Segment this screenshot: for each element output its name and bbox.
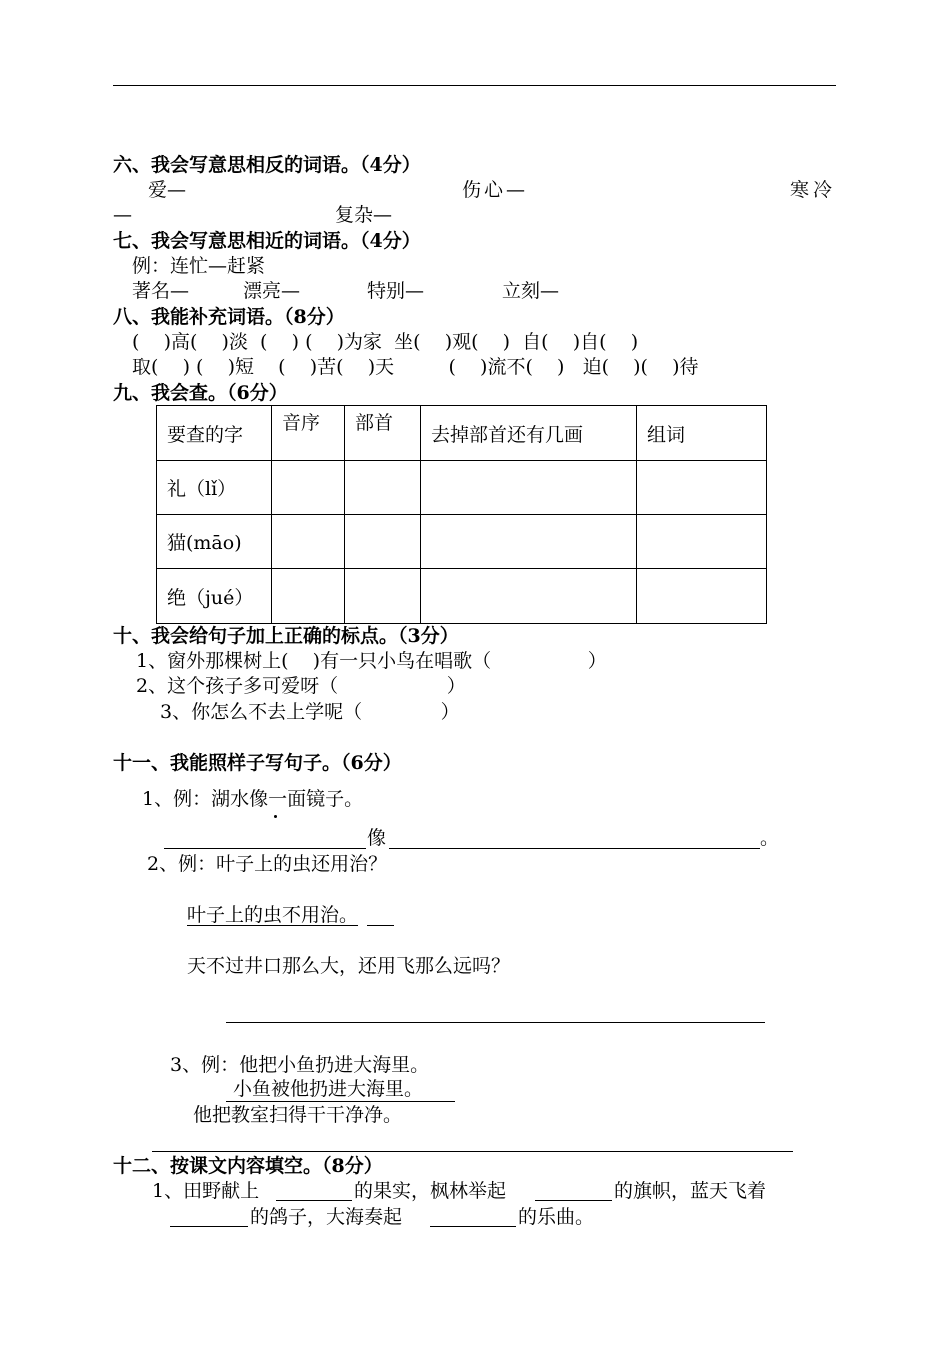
header-char: 要查的字 [157, 406, 272, 461]
lookup-table [156, 405, 767, 624]
cell-empty[interactable] [272, 515, 345, 569]
sec12-line1-c: 的旗帜，蓝天飞着 [614, 1180, 767, 1202]
table-row [157, 461, 767, 515]
row-char-mao: 猫(māo) [157, 515, 272, 569]
sec6-word-3-dash: — [113, 204, 132, 226]
sec7-word-3: 特别— [367, 280, 425, 302]
sec6-word-3: 寒冷 [790, 179, 837, 201]
sec7-word-1: 著名— [132, 280, 190, 302]
cell-empty[interactable] [637, 461, 767, 515]
sec7-word-2: 漂亮— [243, 280, 301, 302]
table-row [157, 515, 767, 569]
sec11-answer-3: 小鱼被他扔进大海里。 [233, 1078, 424, 1100]
sec11-example-2: 2、例：叶子上的虫还用治？ [147, 853, 388, 875]
section-12-title: 十二、按课文内容填空。（8分） [113, 1155, 383, 1177]
sec8-line-2: 取( ) ( )短 ( )苦( )天 ( )流不( ) 迫( )( )待 [132, 356, 699, 378]
cell-empty[interactable] [345, 515, 421, 569]
fill-blank-3[interactable] [170, 1226, 248, 1227]
sec7-word-4: 立刻— [502, 280, 560, 302]
sec12-line1-a: 1、田野献上 [152, 1180, 260, 1202]
cell-empty[interactable] [421, 569, 637, 624]
sec10-sentence-1: 1、窗外那棵树上( )有一只小鸟在唱歌（ ） [136, 650, 607, 672]
answer-line-2[interactable] [226, 1022, 765, 1023]
section-7-title: 七、我会写意思相近的词语。（4分） [113, 230, 421, 252]
answer-2-extension [367, 925, 394, 926]
cell-empty[interactable] [421, 515, 637, 569]
cell-empty[interactable] [637, 569, 767, 624]
top-rule [113, 85, 836, 86]
section-11-title: 十一、我能照样子写句子。（6分） [113, 752, 402, 774]
answer-line-3[interactable] [152, 1151, 793, 1152]
cell-empty[interactable] [272, 569, 345, 624]
sec6-word-1: 爱— [148, 179, 187, 201]
cell-empty[interactable] [345, 461, 421, 515]
cell-empty[interactable] [272, 461, 345, 515]
sec7-example: 例：连忙—赶紧 [132, 255, 266, 277]
fill-blank-2[interactable] [535, 1200, 612, 1201]
table-row [157, 569, 767, 624]
fill-blank-1[interactable] [276, 1200, 352, 1201]
emphasis-dot [274, 815, 277, 818]
sec10-sentence-3: 3、你怎么不去上学呢（ ） [160, 701, 460, 723]
header-radical: 部首 [345, 406, 421, 461]
section-8-title: 八、我能补充词语。（8分） [113, 306, 345, 328]
header-pinyin-order: 音序 [272, 406, 345, 461]
sec12-line2-a: 的鸽子，大海奏起 [250, 1206, 403, 1228]
answer-3-underline [226, 1101, 455, 1102]
sec11-question-3: 他把教室扫得干干净净。 [193, 1104, 403, 1126]
fill-blank-4[interactable] [430, 1226, 516, 1227]
sec12-line1-b: 的果实，枫林举起 [354, 1180, 507, 1202]
row-char-li: 礼（lǐ） [157, 461, 272, 515]
sec8-line-1: ( )高( )淡 ( ) ( )为家 坐( )观( ) 自( )自( ) [132, 331, 639, 353]
sec6-word-2: 伤心— [462, 179, 529, 201]
sec11-example-1: 1、例：湖水像一面镜子。 [142, 788, 364, 810]
section-10-title: 十、我会给句子加上正确的标点。（3分） [113, 625, 459, 647]
answer-line-1a[interactable] [164, 848, 366, 849]
answer-line-1b[interactable] [389, 848, 760, 849]
sec11-question-2: 天不过井口那么大，还用飞那么远吗？ [187, 955, 511, 977]
cell-empty[interactable] [345, 569, 421, 624]
cell-empty[interactable] [637, 515, 767, 569]
cell-empty[interactable] [421, 461, 637, 515]
sec11-answer-2: 叶子上的虫不用治。 [187, 904, 359, 926]
row-char-jue: 绝（jué） [157, 569, 272, 624]
sec10-sentence-2: 2、这个孩子多可爱呀（ ） [136, 675, 466, 697]
sec11-blank-1-end: 。 [760, 827, 780, 849]
sec11-blank-1-mid: 像 [367, 827, 387, 849]
sec12-line2-b: 的乐曲。 [518, 1206, 595, 1228]
sec11-example-3: 3、例：他把小鱼扔进大海里。 [170, 1054, 430, 1076]
header-compound: 组词 [637, 406, 767, 461]
section-6-title: 六、我会写意思相反的词语。（4分） [113, 154, 421, 176]
sec6-word-4: 复杂— [335, 204, 393, 226]
section-9-title: 九、我会查。（6分） [113, 382, 288, 404]
header-strokes: 去掉部首还有几画 [421, 406, 637, 461]
